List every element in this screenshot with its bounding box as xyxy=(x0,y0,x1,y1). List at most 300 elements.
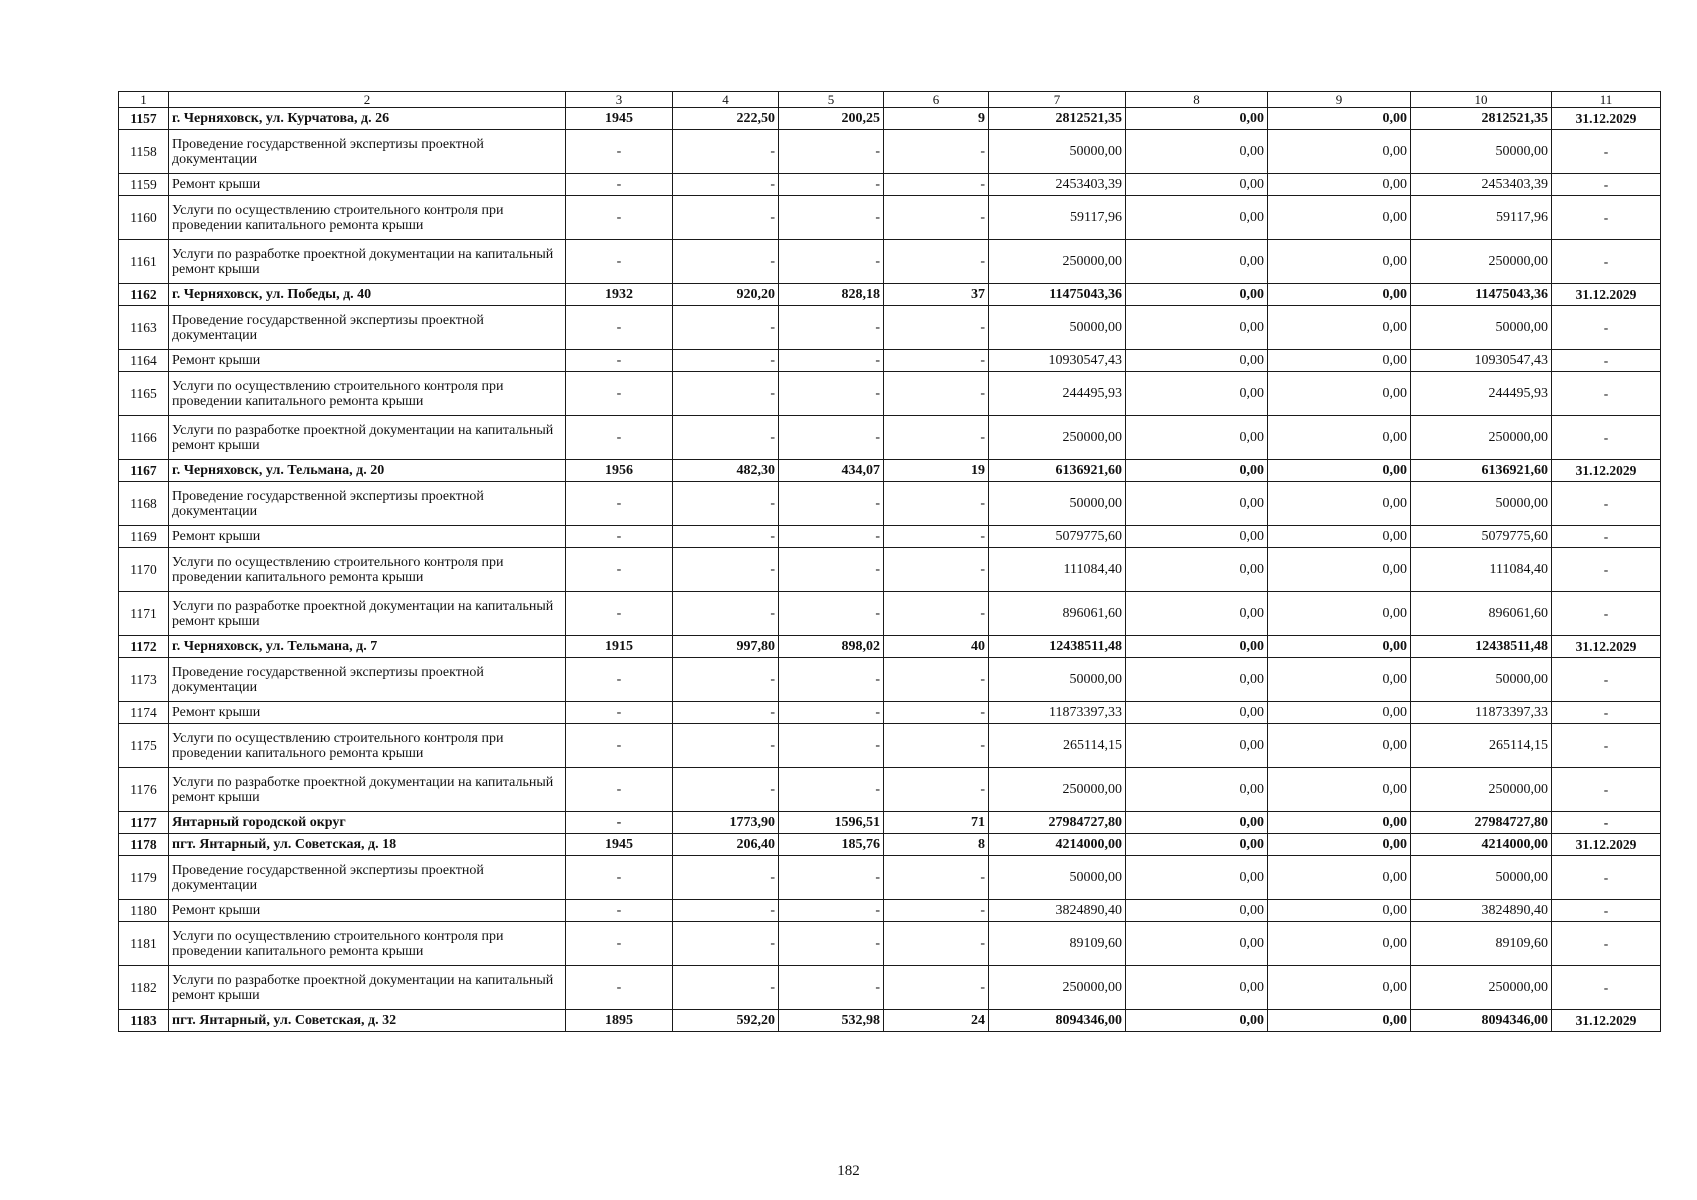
living-area-cell: - xyxy=(779,306,884,350)
item-name-cell: Ремонт крыши xyxy=(169,702,566,724)
total-area-cell: - xyxy=(673,482,779,526)
total-cost-cell: 265114,15 xyxy=(989,724,1126,768)
budget-share-cell: 0,00 xyxy=(1268,900,1411,922)
total-area-cell: - xyxy=(673,966,779,1010)
living-area-cell: - xyxy=(779,548,884,592)
fund-share-cell: 0,00 xyxy=(1126,548,1268,592)
year-cell: - xyxy=(566,240,673,284)
fund-share-cell: 0,00 xyxy=(1126,834,1268,856)
deadline-cell: - xyxy=(1552,548,1661,592)
item-name-cell: Услуги по осуществлению строительного контроля при проведении капитального ремонта крыши xyxy=(169,922,566,966)
item-name-cell: Услуги по разработке проектной документации на капитальный ремонт крыши xyxy=(169,416,566,460)
column-header: 4 xyxy=(673,92,779,108)
row-number-cell: 1168 xyxy=(119,482,169,526)
deadline-cell: - xyxy=(1552,482,1661,526)
column-header: 8 xyxy=(1126,92,1268,108)
total-area-cell: - xyxy=(673,196,779,240)
table-row xyxy=(119,900,1661,922)
deadline-cell: - xyxy=(1552,768,1661,812)
item-name-cell: Проведение государственной экспертизы проектной документации xyxy=(169,658,566,702)
year-cell: 1945 xyxy=(566,108,673,130)
table-row xyxy=(119,416,1661,460)
budget-share-cell: 0,00 xyxy=(1268,482,1411,526)
year-cell: - xyxy=(566,482,673,526)
owners-share-cell: 250000,00 xyxy=(1411,240,1552,284)
year-cell: - xyxy=(566,724,673,768)
residents-count-cell: - xyxy=(884,900,989,922)
owners-share-cell: 250000,00 xyxy=(1411,416,1552,460)
column-header: 10 xyxy=(1411,92,1552,108)
owners-share-cell: 6136921,60 xyxy=(1411,460,1552,482)
budget-share-cell: 0,00 xyxy=(1268,856,1411,900)
table-row xyxy=(119,592,1661,636)
owners-share-cell: 11873397,33 xyxy=(1411,702,1552,724)
deadline-cell: - xyxy=(1552,856,1661,900)
year-cell: - xyxy=(566,174,673,196)
row-number-cell: 1167 xyxy=(119,460,169,482)
total-cost-cell: 11475043,36 xyxy=(989,284,1126,306)
table-row xyxy=(119,284,1661,306)
year-cell: - xyxy=(566,702,673,724)
living-area-cell: 532,98 xyxy=(779,1010,884,1032)
item-name-cell: пгт. Янтарный, ул. Советская, д. 32 xyxy=(169,1010,566,1032)
owners-share-cell: 244495,93 xyxy=(1411,372,1552,416)
residents-count-cell: 37 xyxy=(884,284,989,306)
total-cost-cell: 12438511,48 xyxy=(989,636,1126,658)
page-number: 182 xyxy=(837,1163,860,1179)
owners-share-cell: 11475043,36 xyxy=(1411,284,1552,306)
residents-count-cell: - xyxy=(884,548,989,592)
item-name-cell: Услуги по осуществлению строительного контроля при проведении капитального ремонта крыши xyxy=(169,548,566,592)
fund-share-cell: 0,00 xyxy=(1126,460,1268,482)
fund-share-cell: 0,00 xyxy=(1126,174,1268,196)
deadline-cell: - xyxy=(1552,812,1661,834)
owners-share-cell: 5079775,60 xyxy=(1411,526,1552,548)
total-cost-cell: 244495,93 xyxy=(989,372,1126,416)
living-area-cell: - xyxy=(779,856,884,900)
owners-share-cell: 2812521,35 xyxy=(1411,108,1552,130)
living-area-cell: - xyxy=(779,372,884,416)
owners-share-cell: 50000,00 xyxy=(1411,306,1552,350)
deadline-cell: - xyxy=(1552,702,1661,724)
living-area-cell: - xyxy=(779,592,884,636)
item-name-cell: Янтарный городской округ xyxy=(169,812,566,834)
residents-count-cell: 8 xyxy=(884,834,989,856)
row-number-cell: 1183 xyxy=(119,1010,169,1032)
owners-share-cell: 111084,40 xyxy=(1411,548,1552,592)
table-row xyxy=(119,306,1661,350)
residents-count-cell: - xyxy=(884,856,989,900)
year-cell: - xyxy=(566,548,673,592)
row-number-cell: 1178 xyxy=(119,834,169,856)
deadline-cell: - xyxy=(1552,306,1661,350)
item-name-cell: Услуги по разработке проектной документации на капитальный ремонт крыши xyxy=(169,966,566,1010)
item-name-cell: пгт. Янтарный, ул. Советская, д. 18 xyxy=(169,834,566,856)
budget-share-cell: 0,00 xyxy=(1268,196,1411,240)
owners-share-cell: 27984727,80 xyxy=(1411,812,1552,834)
living-area-cell: - xyxy=(779,482,884,526)
deadline-cell: - xyxy=(1552,174,1661,196)
fund-share-cell: 0,00 xyxy=(1126,922,1268,966)
deadline-cell: 31.12.2029 xyxy=(1552,636,1661,658)
total-cost-cell: 50000,00 xyxy=(989,130,1126,174)
residents-count-cell: - xyxy=(884,416,989,460)
row-number-cell: 1157 xyxy=(119,108,169,130)
living-area-cell: - xyxy=(779,922,884,966)
budget-share-cell: 0,00 xyxy=(1268,768,1411,812)
budget-share-cell: 0,00 xyxy=(1268,306,1411,350)
column-header: 7 xyxy=(989,92,1126,108)
item-name-cell: Услуги по разработке проектной документации на капитальный ремонт крыши xyxy=(169,592,566,636)
fund-share-cell: 0,00 xyxy=(1126,900,1268,922)
total-area-cell: 592,20 xyxy=(673,1010,779,1032)
item-name-cell: Проведение государственной экспертизы проектной документации xyxy=(169,482,566,526)
year-cell: - xyxy=(566,526,673,548)
table-row xyxy=(119,482,1661,526)
row-number-cell: 1182 xyxy=(119,966,169,1010)
row-number-cell: 1171 xyxy=(119,592,169,636)
fund-share-cell: 0,00 xyxy=(1126,768,1268,812)
year-cell: - xyxy=(566,900,673,922)
row-number-cell: 1166 xyxy=(119,416,169,460)
total-area-cell: - xyxy=(673,724,779,768)
fund-share-cell: 0,00 xyxy=(1126,526,1268,548)
living-area-cell: - xyxy=(779,768,884,812)
year-cell: - xyxy=(566,592,673,636)
total-cost-cell: 89109,60 xyxy=(989,922,1126,966)
year-cell: - xyxy=(566,196,673,240)
item-name-cell: Услуги по разработке проектной документации на капитальный ремонт крыши xyxy=(169,768,566,812)
budget-share-cell: 0,00 xyxy=(1268,416,1411,460)
living-area-cell: - xyxy=(779,658,884,702)
fund-share-cell: 0,00 xyxy=(1126,284,1268,306)
year-cell: 1915 xyxy=(566,636,673,658)
fund-share-cell: 0,00 xyxy=(1126,592,1268,636)
total-cost-cell: 59117,96 xyxy=(989,196,1126,240)
item-name-cell: Услуги по осуществлению строительного контроля при проведении капитального ремонта крыши xyxy=(169,724,566,768)
residents-count-cell: - xyxy=(884,724,989,768)
budget-share-cell: 0,00 xyxy=(1268,130,1411,174)
deadline-cell: - xyxy=(1552,416,1661,460)
fund-share-cell: 0,00 xyxy=(1126,724,1268,768)
deadline-cell: 31.12.2029 xyxy=(1552,108,1661,130)
row-number-cell: 1176 xyxy=(119,768,169,812)
budget-share-cell: 0,00 xyxy=(1268,372,1411,416)
table-row xyxy=(119,724,1661,768)
residents-count-cell: - xyxy=(884,174,989,196)
column-header: 6 xyxy=(884,92,989,108)
year-cell: - xyxy=(566,130,673,174)
total-area-cell: 482,30 xyxy=(673,460,779,482)
total-area-cell: - xyxy=(673,702,779,724)
year-cell: - xyxy=(566,922,673,966)
living-area-cell: 828,18 xyxy=(779,284,884,306)
residents-count-cell: - xyxy=(884,922,989,966)
owners-share-cell: 896061,60 xyxy=(1411,592,1552,636)
total-cost-cell: 50000,00 xyxy=(989,306,1126,350)
owners-share-cell: 250000,00 xyxy=(1411,966,1552,1010)
table-row xyxy=(119,240,1661,284)
column-header: 11 xyxy=(1552,92,1661,108)
deadline-cell: 31.12.2029 xyxy=(1552,834,1661,856)
budget-share-cell: 0,00 xyxy=(1268,174,1411,196)
total-cost-cell: 250000,00 xyxy=(989,966,1126,1010)
living-area-cell: - xyxy=(779,350,884,372)
budget-share-cell: 0,00 xyxy=(1268,284,1411,306)
total-area-cell: - xyxy=(673,658,779,702)
row-number-cell: 1172 xyxy=(119,636,169,658)
deadline-cell: - xyxy=(1552,592,1661,636)
row-number-cell: 1163 xyxy=(119,306,169,350)
living-area-cell: - xyxy=(779,196,884,240)
total-area-cell: - xyxy=(673,372,779,416)
table-row xyxy=(119,966,1661,1010)
table-row xyxy=(119,702,1661,724)
row-number-cell: 1173 xyxy=(119,658,169,702)
owners-share-cell: 12438511,48 xyxy=(1411,636,1552,658)
item-name-cell: г. Черняховск, ул. Тельмана, д. 7 xyxy=(169,636,566,658)
item-name-cell: Ремонт крыши xyxy=(169,174,566,196)
living-area-cell: - xyxy=(779,240,884,284)
table-row xyxy=(119,922,1661,966)
fund-share-cell: 0,00 xyxy=(1126,812,1268,834)
deadline-cell: - xyxy=(1552,196,1661,240)
fund-share-cell: 0,00 xyxy=(1126,240,1268,284)
living-area-cell: 185,76 xyxy=(779,834,884,856)
row-number-cell: 1159 xyxy=(119,174,169,196)
total-area-cell: - xyxy=(673,174,779,196)
budget-share-cell: 0,00 xyxy=(1268,108,1411,130)
item-name-cell: Услуги по разработке проектной документации на капитальный ремонт крыши xyxy=(169,240,566,284)
budget-share-cell: 0,00 xyxy=(1268,658,1411,702)
table-row xyxy=(119,130,1661,174)
item-name-cell: Проведение государственной экспертизы проектной документации xyxy=(169,130,566,174)
year-cell: - xyxy=(566,658,673,702)
budget-share-cell: 0,00 xyxy=(1268,834,1411,856)
residents-count-cell: 19 xyxy=(884,460,989,482)
row-number-cell: 1164 xyxy=(119,350,169,372)
item-name-cell: Проведение государственной экспертизы проектной документации xyxy=(169,306,566,350)
fund-share-cell: 0,00 xyxy=(1126,966,1268,1010)
deadline-cell: - xyxy=(1552,922,1661,966)
owners-share-cell: 89109,60 xyxy=(1411,922,1552,966)
owners-share-cell: 8094346,00 xyxy=(1411,1010,1552,1032)
budget-share-cell: 0,00 xyxy=(1268,240,1411,284)
table-row xyxy=(119,834,1661,856)
living-area-cell: - xyxy=(779,416,884,460)
total-cost-cell: 27984727,80 xyxy=(989,812,1126,834)
residents-count-cell: - xyxy=(884,306,989,350)
residents-count-cell: - xyxy=(884,966,989,1010)
total-area-cell: - xyxy=(673,856,779,900)
residents-count-cell: - xyxy=(884,240,989,284)
living-area-cell: - xyxy=(779,702,884,724)
year-cell: - xyxy=(566,768,673,812)
owners-share-cell: 59117,96 xyxy=(1411,196,1552,240)
column-header: 1 xyxy=(119,92,169,108)
living-area-cell: - xyxy=(779,130,884,174)
residents-count-cell: - xyxy=(884,196,989,240)
total-area-cell: 222,50 xyxy=(673,108,779,130)
total-area-cell: - xyxy=(673,526,779,548)
living-area-cell: - xyxy=(779,174,884,196)
residents-count-cell: 24 xyxy=(884,1010,989,1032)
total-cost-cell: 50000,00 xyxy=(989,856,1126,900)
budget-share-cell: 0,00 xyxy=(1268,526,1411,548)
row-number-cell: 1162 xyxy=(119,284,169,306)
fund-share-cell: 0,00 xyxy=(1126,1010,1268,1032)
fund-share-cell: 0,00 xyxy=(1126,196,1268,240)
living-area-cell: - xyxy=(779,900,884,922)
deadline-cell: - xyxy=(1552,240,1661,284)
total-area-cell: 206,40 xyxy=(673,834,779,856)
year-cell: 1956 xyxy=(566,460,673,482)
residents-count-cell: - xyxy=(884,592,989,636)
residents-count-cell: - xyxy=(884,658,989,702)
row-number-cell: 1174 xyxy=(119,702,169,724)
total-cost-cell: 111084,40 xyxy=(989,548,1126,592)
total-cost-cell: 6136921,60 xyxy=(989,460,1126,482)
year-cell: - xyxy=(566,416,673,460)
item-name-cell: Проведение государственной экспертизы проектной документации xyxy=(169,856,566,900)
total-cost-cell: 50000,00 xyxy=(989,482,1126,526)
owners-share-cell: 265114,15 xyxy=(1411,724,1552,768)
total-area-cell: - xyxy=(673,130,779,174)
deadline-cell: - xyxy=(1552,966,1661,1010)
total-area-cell: 1773,90 xyxy=(673,812,779,834)
total-cost-cell: 4214000,00 xyxy=(989,834,1126,856)
item-name-cell: г. Черняховск, ул. Тельмана, д. 20 xyxy=(169,460,566,482)
column-number-header-row xyxy=(119,92,1661,108)
row-number-cell: 1161 xyxy=(119,240,169,284)
row-number-cell: 1177 xyxy=(119,812,169,834)
total-area-cell: - xyxy=(673,306,779,350)
row-number-cell: 1175 xyxy=(119,724,169,768)
residents-count-cell: 40 xyxy=(884,636,989,658)
residents-count-cell: - xyxy=(884,372,989,416)
residents-count-cell: - xyxy=(884,526,989,548)
deadline-cell: - xyxy=(1552,350,1661,372)
living-area-cell: 200,25 xyxy=(779,108,884,130)
year-cell: - xyxy=(566,812,673,834)
owners-share-cell: 3824890,40 xyxy=(1411,900,1552,922)
table-row xyxy=(119,174,1661,196)
table-row xyxy=(119,636,1661,658)
fund-share-cell: 0,00 xyxy=(1126,306,1268,350)
total-area-cell: - xyxy=(673,922,779,966)
fund-share-cell: 0,00 xyxy=(1126,416,1268,460)
fund-share-cell: 0,00 xyxy=(1126,636,1268,658)
total-cost-cell: 2453403,39 xyxy=(989,174,1126,196)
year-cell: - xyxy=(566,856,673,900)
living-area-cell: 434,07 xyxy=(779,460,884,482)
total-area-cell: - xyxy=(673,900,779,922)
total-cost-cell: 250000,00 xyxy=(989,768,1126,812)
total-cost-cell: 50000,00 xyxy=(989,658,1126,702)
fund-share-cell: 0,00 xyxy=(1126,482,1268,526)
budget-share-cell: 0,00 xyxy=(1268,460,1411,482)
table-row xyxy=(119,548,1661,592)
total-area-cell: - xyxy=(673,548,779,592)
item-name-cell: Ремонт крыши xyxy=(169,350,566,372)
owners-share-cell: 250000,00 xyxy=(1411,768,1552,812)
total-cost-cell: 10930547,43 xyxy=(989,350,1126,372)
residents-count-cell: 71 xyxy=(884,812,989,834)
fund-share-cell: 0,00 xyxy=(1126,702,1268,724)
total-area-cell: - xyxy=(673,768,779,812)
item-name-cell: Ремонт крыши xyxy=(169,526,566,548)
capital-repair-table xyxy=(118,91,1661,1032)
budget-share-cell: 0,00 xyxy=(1268,724,1411,768)
total-cost-cell: 250000,00 xyxy=(989,416,1126,460)
table-row xyxy=(119,372,1661,416)
column-header: 5 xyxy=(779,92,884,108)
table-row xyxy=(119,856,1661,900)
year-cell: - xyxy=(566,350,673,372)
table-row xyxy=(119,812,1661,834)
fund-share-cell: 0,00 xyxy=(1126,108,1268,130)
budget-share-cell: 0,00 xyxy=(1268,812,1411,834)
row-number-cell: 1179 xyxy=(119,856,169,900)
fund-share-cell: 0,00 xyxy=(1126,372,1268,416)
year-cell: - xyxy=(566,306,673,350)
living-area-cell: - xyxy=(779,526,884,548)
table-row xyxy=(119,526,1661,548)
deadline-cell: - xyxy=(1552,900,1661,922)
total-cost-cell: 896061,60 xyxy=(989,592,1126,636)
row-number-cell: 1169 xyxy=(119,526,169,548)
total-cost-cell: 2812521,35 xyxy=(989,108,1126,130)
fund-share-cell: 0,00 xyxy=(1126,658,1268,702)
residents-count-cell: - xyxy=(884,702,989,724)
table-row xyxy=(119,108,1661,130)
total-cost-cell: 3824890,40 xyxy=(989,900,1126,922)
fund-share-cell: 0,00 xyxy=(1126,350,1268,372)
total-area-cell: 997,80 xyxy=(673,636,779,658)
budget-share-cell: 0,00 xyxy=(1268,966,1411,1010)
owners-share-cell: 2453403,39 xyxy=(1411,174,1552,196)
table-row xyxy=(119,196,1661,240)
item-name-cell: Услуги по осуществлению строительного контроля при проведении капитального ремонта крыши xyxy=(169,372,566,416)
year-cell: - xyxy=(566,966,673,1010)
deadline-cell: 31.12.2029 xyxy=(1552,460,1661,482)
residents-count-cell: 9 xyxy=(884,108,989,130)
deadline-cell: - xyxy=(1552,372,1661,416)
table-row xyxy=(119,1010,1661,1032)
year-cell: 1945 xyxy=(566,834,673,856)
residents-count-cell: - xyxy=(884,130,989,174)
total-cost-cell: 5079775,60 xyxy=(989,526,1126,548)
fund-share-cell: 0,00 xyxy=(1126,856,1268,900)
table-row xyxy=(119,768,1661,812)
deadline-cell: - xyxy=(1552,526,1661,548)
owners-share-cell: 4214000,00 xyxy=(1411,834,1552,856)
deadline-cell: - xyxy=(1552,724,1661,768)
budget-share-cell: 0,00 xyxy=(1268,922,1411,966)
living-area-cell: 1596,51 xyxy=(779,812,884,834)
item-name-cell: Услуги по осуществлению строительного контроля при проведении капитального ремонта крыши xyxy=(169,196,566,240)
deadline-cell: - xyxy=(1552,130,1661,174)
living-area-cell: - xyxy=(779,966,884,1010)
total-area-cell: 920,20 xyxy=(673,284,779,306)
column-header: 9 xyxy=(1268,92,1411,108)
living-area-cell: 898,02 xyxy=(779,636,884,658)
owners-share-cell: 50000,00 xyxy=(1411,856,1552,900)
budget-share-cell: 0,00 xyxy=(1268,350,1411,372)
row-number-cell: 1181 xyxy=(119,922,169,966)
living-area-cell: - xyxy=(779,724,884,768)
budget-share-cell: 0,00 xyxy=(1268,702,1411,724)
